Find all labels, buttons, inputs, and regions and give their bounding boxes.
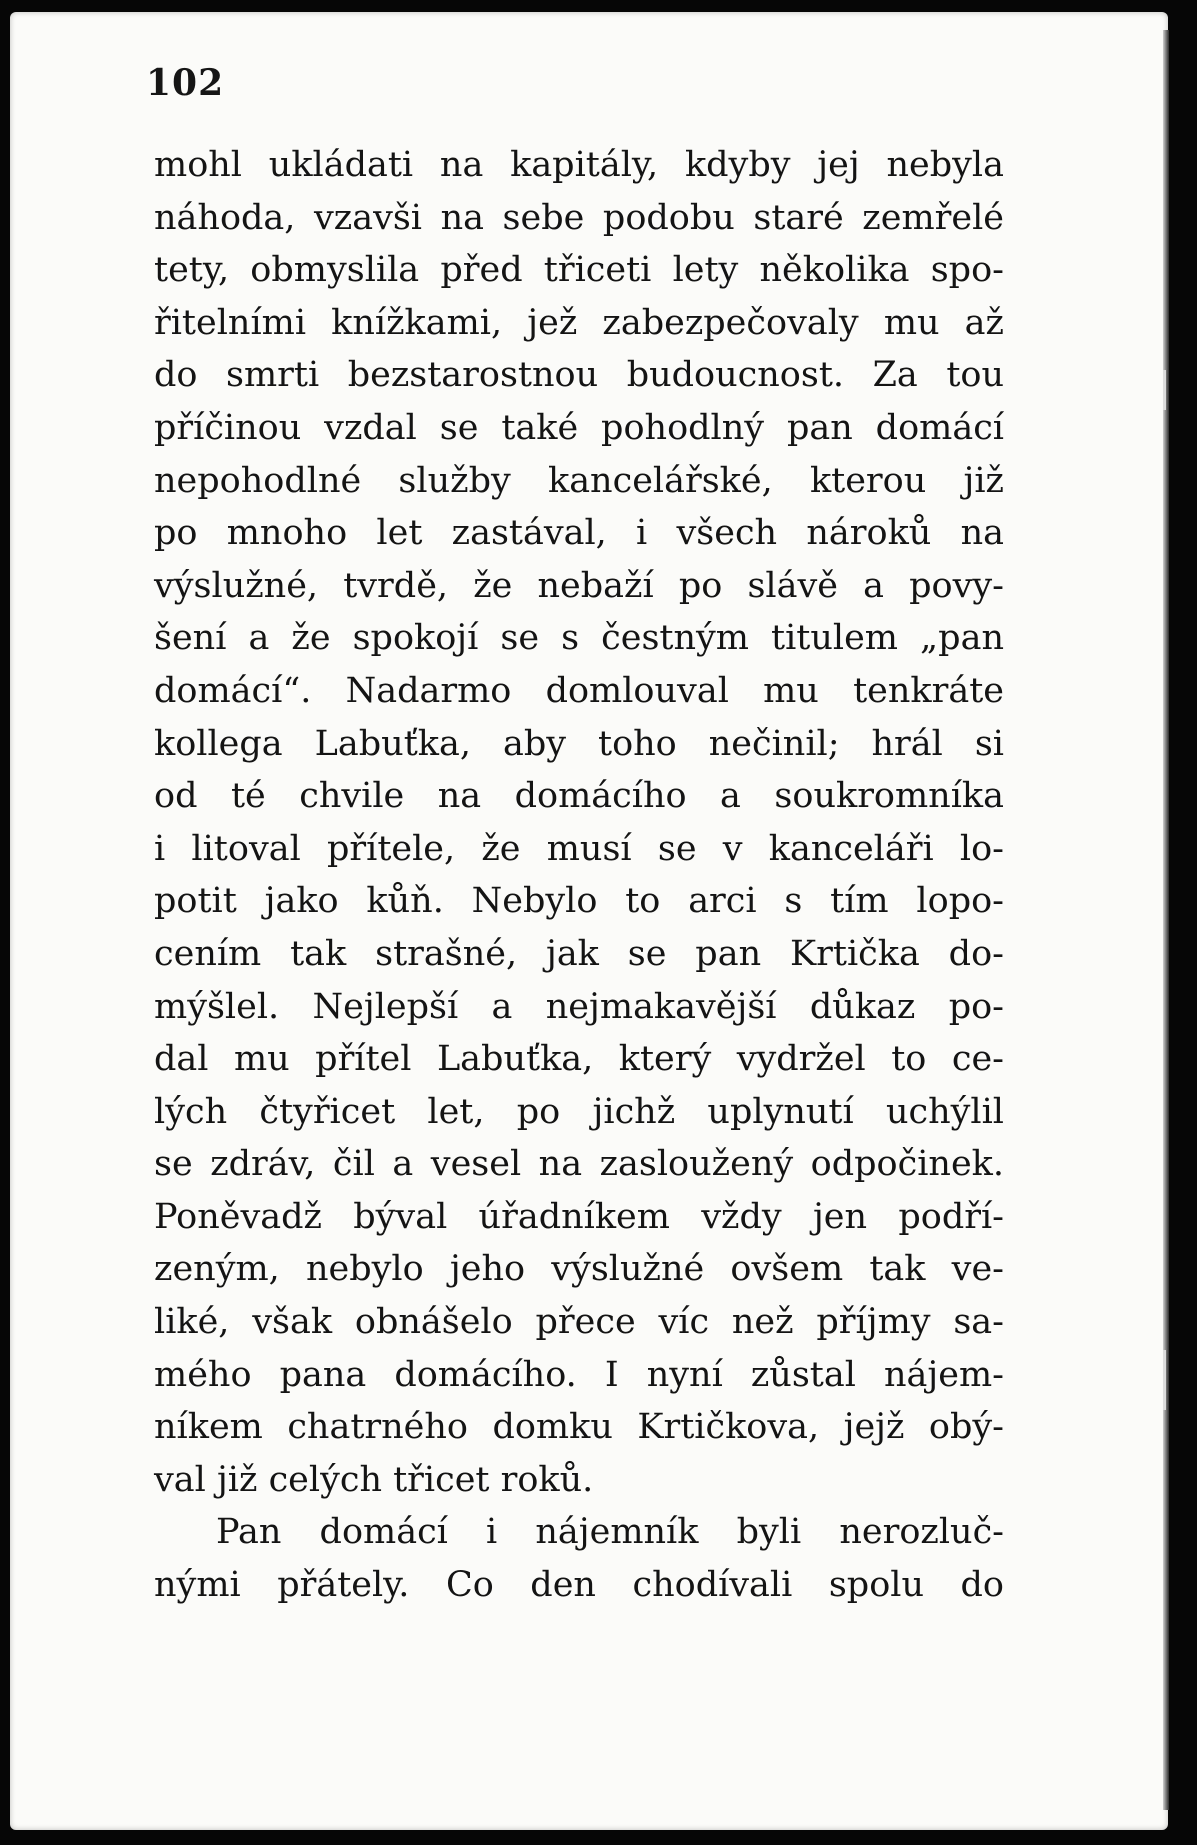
text-line: mýšlel. Nejlepší a nejmakavější důkaz po- xyxy=(154,986,1004,1027)
edge-mark xyxy=(1163,370,1166,410)
text-line: dal mu přítel Labuťka, který vydržel to ce- xyxy=(154,1039,1004,1080)
page-number: 102 xyxy=(146,62,225,104)
text-line: do smrti bezstarostnou budoucnost. Za tou xyxy=(154,355,1004,396)
page-edge xyxy=(1163,30,1169,1810)
text-line: od té chvile na domácího a soukromníka xyxy=(154,776,1004,817)
text-line: po mnoho let zastával, i všech nároků na xyxy=(154,513,1004,554)
text-line: liké, však obnášelo přece víc než příjmy sa- xyxy=(154,1302,1004,1343)
text-line: nými přátely. Co den chodívali spolu do xyxy=(154,1565,1004,1606)
text-line: i litoval přítele, že musí se v kanceláři lo- xyxy=(154,828,1004,869)
page-body-text xyxy=(154,139,1004,1612)
text-line: cením tak strašné, jak se pan Krtička do- xyxy=(154,933,1004,974)
text-line: kollega Labuťka, aby toho nečinil; hrál si xyxy=(154,723,1004,764)
text-line: řitelními knížkami, jež zabezpečovaly mu až xyxy=(154,302,1004,343)
text-line: lých čtyřicet let, po jichž uplynutí uchýlil xyxy=(154,1091,1004,1132)
text-line: příčinou vzdal se také pohodlný pan domácí xyxy=(154,407,1004,448)
text-line: šení a že spokojí se s čestným titulem „pan xyxy=(154,618,1004,659)
text-line: potit jako kůň. Nebylo to arci s tím lopo- xyxy=(154,881,1004,922)
text-line: Poněvadž býval úřadníkem vždy jen podří- xyxy=(154,1196,1004,1237)
text-line: mohl ukládati na kapitály, kdyby jej nebyla xyxy=(154,145,1004,185)
text-line: výslužné, tvrdě, že nebaží po slávě a povy- xyxy=(154,565,1004,606)
text-line: val již celých třicet roků. xyxy=(154,1459,594,1500)
edge-mark xyxy=(1163,1350,1166,1410)
text-line: domácí“. Nadarmo domlouval mu tenkráte xyxy=(154,670,1004,711)
text-line: náhoda, vzavši na sebe podobu staré zemřelé xyxy=(154,197,1004,238)
text-line: mého pana domácího. I nyní zůstal nájem- xyxy=(154,1354,1004,1395)
text-line: nepohodlné služby kancelářské, kterou již xyxy=(154,460,1004,501)
text-line: tety, obmyslila před třiceti lety několika spo- xyxy=(154,250,1004,291)
text-line: Pan domácí i nájemník byli nerozluč- xyxy=(216,1512,1004,1553)
text-line: se zdráv, čil a vesel na zasloužený odpočinek. xyxy=(154,1144,1004,1185)
text-line: zeným, nebylo jeho výslužné ovšem tak ve- xyxy=(154,1249,1004,1290)
text-line: níkem chatrného domku Krtičkova, jejž obý- xyxy=(154,1407,1004,1448)
